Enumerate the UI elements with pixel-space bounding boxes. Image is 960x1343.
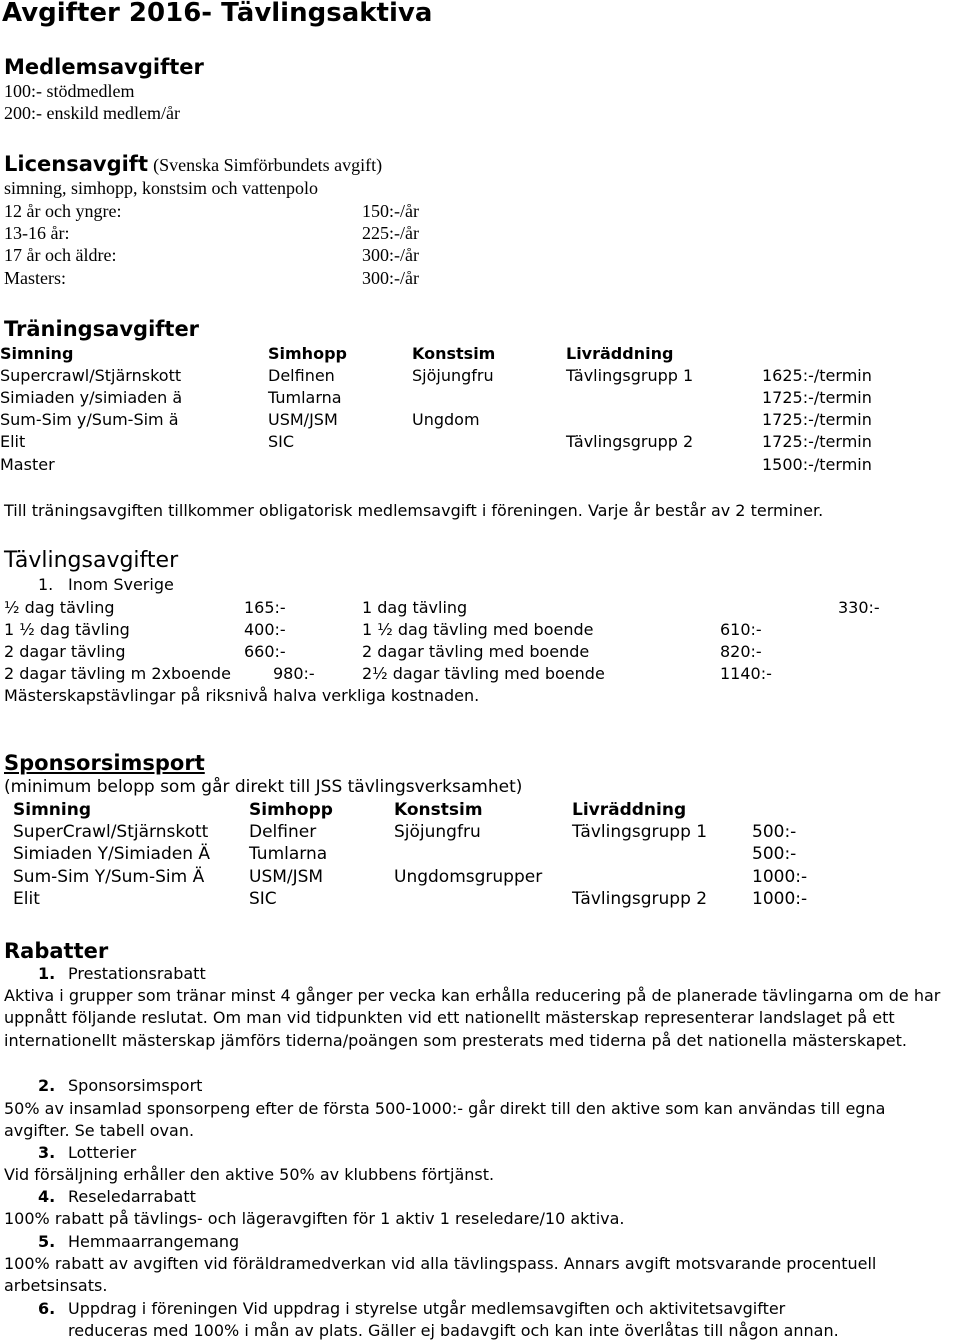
rabatt-num: 3. bbox=[38, 1143, 56, 1162]
rabatt-num: 4. bbox=[38, 1187, 56, 1206]
sponsor-heading: Sponsorsimsport bbox=[4, 751, 205, 775]
rabatt-num: 5. bbox=[38, 1232, 56, 1251]
sponsor-amount: 1000:- bbox=[752, 867, 808, 887]
licens-row-value: 300:-/år bbox=[362, 268, 419, 288]
traning-cell: Simiaden y/simiaden ä bbox=[0, 388, 183, 407]
tavling-cell: 2 dagar tävling med boende bbox=[362, 642, 590, 661]
licens-heading-note: (Svenska Simförbundets avgift) bbox=[153, 155, 383, 175]
traning-cell: Master bbox=[0, 455, 55, 474]
tavling-cell: 660:- bbox=[244, 642, 286, 661]
licens-row-label: 12 år och yngre: bbox=[4, 201, 122, 221]
tavling-cell: 2 dagar tävling bbox=[4, 642, 126, 661]
tavling-heading: Tävlingsavgifter bbox=[4, 548, 179, 573]
licens-row-value: 225:-/år bbox=[362, 223, 419, 243]
rabatt-text: Vid försäljning erhåller den aktive 50% av klubbens förtjänst. bbox=[4, 1165, 495, 1184]
sponsor-cell: Delfiner bbox=[249, 822, 317, 842]
sponsor-cell: Tävlingsgrupp 1 bbox=[572, 822, 708, 842]
sponsor-cell: Elit bbox=[13, 889, 40, 909]
page-title: Avgifter 2016- Tävlingsaktiva bbox=[2, 0, 433, 28]
tavling-cell: 1140:- bbox=[720, 664, 772, 683]
licens-row-value: 150:-/år bbox=[362, 201, 419, 221]
traning-cell: Tävlingsgrupp 2 bbox=[566, 432, 694, 451]
sponsor-cell: SIC bbox=[249, 889, 277, 909]
rabatt-title: Uppdrag i föreningen Vid uppdrag i styrelse utgår medlemsavgiften och aktivitetsavgifter bbox=[68, 1299, 786, 1318]
traning-header-konstsim: Konstsim bbox=[412, 344, 496, 363]
traning-cell: Elit bbox=[0, 432, 26, 451]
sponsor-cell: SuperCrawl/Stjärnskott bbox=[13, 822, 209, 842]
sponsor-cell: Tumlarna bbox=[249, 844, 328, 864]
licens-row-value: 300:-/år bbox=[362, 245, 419, 265]
licens-row-label: 13-16 år: bbox=[4, 223, 70, 243]
tavling-cell: 400:- bbox=[244, 620, 286, 639]
licens-row-label: 17 år och äldre: bbox=[4, 245, 117, 265]
rabatt-title: Hemmaarrangemang bbox=[68, 1232, 240, 1251]
medlem-heading: Medlemsavgifter bbox=[4, 55, 204, 79]
sponsor-cell: USM/JSM bbox=[249, 867, 324, 887]
rabatt-text: 100% rabatt på tävlings- och lägeravgiften för 1 aktiv 1 reseledare/10 aktiva. bbox=[4, 1209, 625, 1228]
tavling-cell: 980:- bbox=[273, 664, 315, 683]
traning-price: 1725:-/termin bbox=[762, 388, 872, 407]
licens-heading: Licensavgift bbox=[4, 152, 148, 176]
tavling-cell: 2½ dagar tävling med boende bbox=[362, 664, 605, 683]
licens-sub: simning, simhopp, konstsim och vattenpolo bbox=[4, 178, 318, 198]
tavling-cell: 2 dagar tävling m 2xboende bbox=[4, 664, 231, 683]
traning-price: 1500:-/termin bbox=[762, 455, 872, 474]
rabatt-title: Reseledarrabatt bbox=[68, 1187, 196, 1206]
tavling-cell: 1 ½ dag tävling bbox=[4, 620, 130, 639]
traning-cell: Ungdom bbox=[412, 410, 480, 429]
traning-note: Till träningsavgiften tillkommer obligatorisk medlemsavgift i föreningen. Varje år består av 2 terminer. bbox=[4, 501, 824, 520]
tavling-cell: 165:- bbox=[244, 598, 286, 617]
traning-price: 1625:-/termin bbox=[762, 366, 872, 385]
sponsor-amount: 500:- bbox=[752, 844, 797, 864]
sponsor-cell: Ungdomsgrupper bbox=[394, 867, 543, 887]
medlem-line: 200:- enskild medlem/år bbox=[4, 103, 180, 123]
traning-cell: Tumlarna bbox=[268, 388, 342, 407]
tavling-cell: 610:- bbox=[720, 620, 762, 639]
traning-cell: USM/JSM bbox=[268, 410, 338, 429]
rabatt-num: 2. bbox=[38, 1076, 56, 1095]
traning-cell: Sum-Sim y/Sum-Sim ä bbox=[0, 410, 179, 429]
traning-heading: Träningsavgifter bbox=[4, 317, 200, 341]
licens-row-label: Masters: bbox=[4, 268, 66, 288]
rabatt-text: Aktiva i grupper som tränar minst 4 gånger per vecka kan erhålla reducering på de planerade tävlingarna om de har uppnått följande reslutat. Om man vid tidpunkten vid ett nationellt mästerskap representerar landslaget på ett internationellt mästerskap jämförs tiderna/poängen som presterats med tiderna på det nationella mästerskapet. bbox=[4, 986, 941, 1050]
sponsor-cell: Sjöjungfru bbox=[394, 822, 481, 842]
tavling-cell: 330:- bbox=[838, 598, 880, 617]
tavling-cell: 820:- bbox=[720, 642, 762, 661]
tavling-sub-label: Inom Sverige bbox=[68, 575, 174, 594]
sponsor-amount: 500:- bbox=[752, 822, 797, 842]
rabatt-title: Lotterier bbox=[68, 1143, 137, 1162]
rabatt-num: 6. bbox=[38, 1299, 56, 1318]
sponsor-sub: (minimum belopp som går direkt till JSS tävlingsverksamhet) bbox=[4, 777, 523, 797]
licens-heading-row bbox=[4, 151, 382, 177]
traning-price: 1725:-/termin bbox=[762, 410, 872, 429]
sponsor-cell: Tävlingsgrupp 2 bbox=[572, 889, 708, 909]
sponsor-cell: Simiaden Y/Simiaden Ä bbox=[13, 844, 211, 864]
rabatt-title: Sponsorsimsport bbox=[68, 1076, 203, 1095]
traning-header-livraddning: Livräddning bbox=[566, 344, 674, 363]
rabatt-text: 100% rabatt av avgiften vid föräldramedverkan vid alla tävlingspass. Annars avgift motsvarande procentuell arbetsinsats. bbox=[4, 1254, 877, 1296]
traning-cell: Delfinen bbox=[268, 366, 335, 385]
tavling-cell: ½ dag tävling bbox=[4, 598, 115, 617]
rabatt-title: Prestationsrabatt bbox=[68, 964, 206, 983]
sponsor-header-simhopp: Simhopp bbox=[249, 800, 333, 820]
tavling-note: Mästerskapstävlingar på riksnivå halva verkliga kostnaden. bbox=[4, 686, 480, 705]
traning-cell: Supercrawl/Stjärnskott bbox=[0, 366, 182, 385]
rabatt-num: 1. bbox=[38, 964, 56, 983]
rabatt-text: reduceras med 100% i mån av plats. Gäller ej badavgift och kan inte överlåtas till någon annan. bbox=[68, 1321, 839, 1340]
sponsor-header-konstsim: Konstsim bbox=[394, 800, 483, 820]
traning-cell: Sjöjungfru bbox=[412, 366, 494, 385]
rabatt-text: 50% av insamlad sponsorpeng efter de första 500-1000:- går direkt till den aktive som kan användas till egna avgifter. Se tabell ovan. bbox=[4, 1099, 886, 1141]
rabatter-heading: Rabatter bbox=[4, 939, 109, 963]
traning-header-simning: Simning bbox=[0, 344, 74, 363]
traning-price: 1725:-/termin bbox=[762, 432, 872, 451]
tavling-cell: 1 ½ dag tävling med boende bbox=[362, 620, 594, 639]
traning-header-simhopp: Simhopp bbox=[268, 344, 347, 363]
traning-cell: SIC bbox=[268, 432, 295, 451]
sponsor-header-simning: Simning bbox=[13, 800, 91, 820]
tavling-sub-num: 1. bbox=[38, 575, 54, 594]
medlem-line: 100:- stödmedlem bbox=[4, 81, 135, 101]
traning-cell: Tävlingsgrupp 1 bbox=[566, 366, 694, 385]
sponsor-header-livraddning: Livräddning bbox=[572, 800, 687, 820]
sponsor-cell: Sum-Sim Y/Sum-Sim Ä bbox=[13, 867, 205, 887]
tavling-cell: 1 dag tävling bbox=[362, 598, 468, 617]
sponsor-amount: 1000:- bbox=[752, 889, 808, 909]
